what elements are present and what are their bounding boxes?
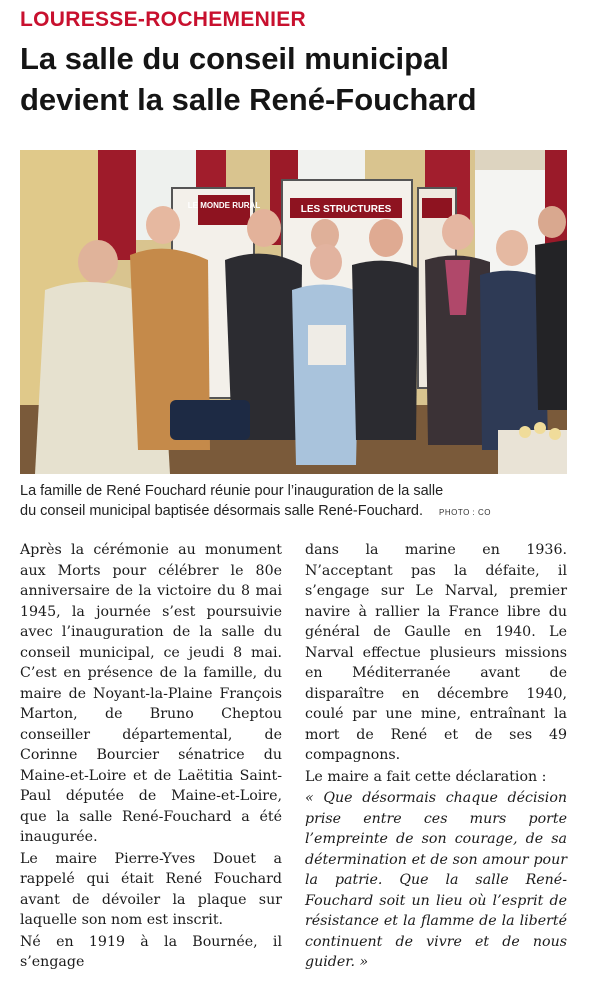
poster-label-2: LES STRUCTURES [300, 204, 392, 215]
article-paragraph: Le maire a fait cette déclaration : [305, 768, 547, 785]
article-paragraph: Après la cérémonie au monument aux Morts pour célébrer le 80e anniversaire de la victoire du 8 mai 1945, la journée s’est poursuivie avec l’inauguration de la salle du conseil municipal, ce jeudi 8 mai. C’est en présence de la famille, du maire de Noyant-la-Plaine François Marton, de Bruno Cheptou conseiller départemental, de Corinne Bourcier sénatrice du Maine-et-Loire et de Laëtitia Saint-Paul députée de Maine-et-Loire, que la salle René-Fouchard a été inaugurée. [20, 542, 282, 845]
article-column-left [20, 540, 282, 974]
section-kicker: LOURESSE-ROCHEMENIER [20, 8, 307, 31]
caption-line-2: du conseil municipal baptisée désormais salle René-Fouchard. [20, 503, 423, 519]
caption-line-1: La famille de René Fouchard réunie pour l’inauguration de la salle [20, 483, 444, 499]
headline-line-2: devient la salle René-Fouchard [20, 82, 477, 117]
article-paragraph: dans la marine en 1936. N’acceptant pas la défaite, il s’engage sur Le Narval, premier navire à rallier la France libre du général de Gaulle en 1940. Le Narval effectue plusieurs missions en Méditerranée avant de disparaître en décembre 1940, coulé par une mine, entraînant la mort de René et de ses 49 compagnons. [305, 542, 567, 763]
headline-line-1: La salle du conseil municipal [20, 41, 449, 76]
mayor-quote: « Que désormais chaque décision prise entre ces murs porte l’empreinte de son courage, de sa détermination et de son amour pour la patrie. Que la salle René-Fouchard soit un lieu où l’esprit de résistance et la flamme de la liberté continuent de vivre et de nous guider. » [305, 790, 567, 970]
article-headline [20, 38, 580, 120]
article-column-right [305, 540, 567, 974]
poster-label-1: LE MONDE RURAL [187, 201, 261, 210]
article-paragraph: Le maire Pierre-Yves Douet a rappelé qui était René Fouchard avant de dévoiler la plaque sur laquelle son nom est inscrit. [20, 850, 282, 928]
photo-credit: PHOTO : CO [439, 508, 491, 517]
article-photo [20, 150, 567, 474]
article-paragraph: Né en 1919 à la Bournée, il s’engage [20, 933, 282, 970]
group-photo-illustration [20, 150, 567, 474]
photo-caption [20, 481, 580, 523]
